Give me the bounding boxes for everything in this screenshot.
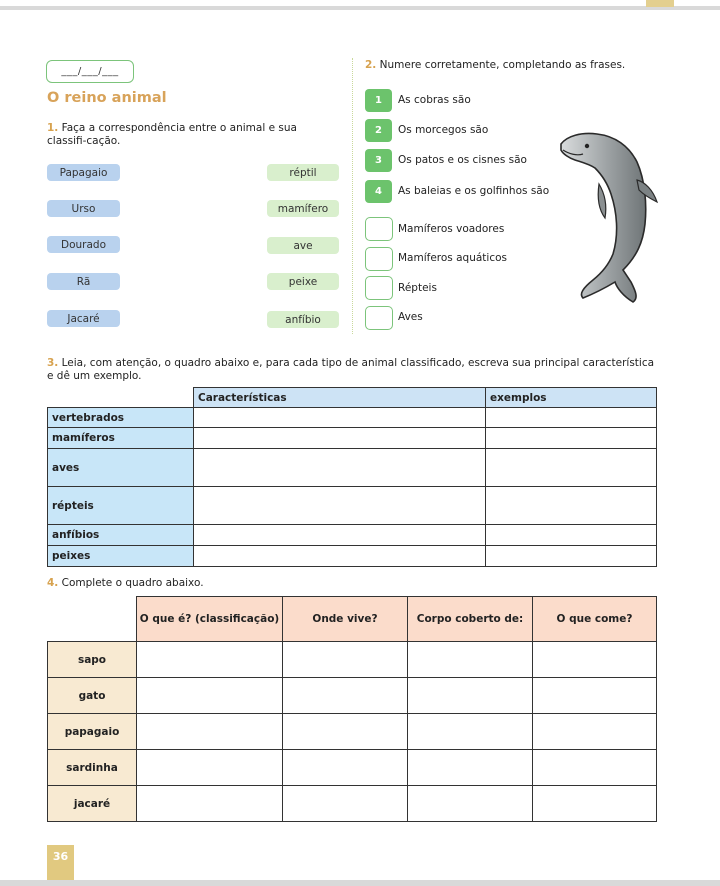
answer-cell[interactable] <box>194 408 486 428</box>
option-4: Aves <box>398 311 423 323</box>
answer-cell[interactable] <box>486 428 657 449</box>
animal-pill-5[interactable]: Jacaré <box>47 310 120 327</box>
answer-cell[interactable] <box>194 487 486 525</box>
answer-cell[interactable] <box>533 642 657 678</box>
sentence-3: Os patos e os cisnes são <box>398 154 527 166</box>
top-rule <box>0 6 720 10</box>
class-pill-4[interactable]: peixe <box>267 273 339 290</box>
date-field[interactable]: ___/___/___ <box>46 60 134 83</box>
answer-cell[interactable] <box>283 786 408 822</box>
animal-pill-2[interactable]: Urso <box>47 200 120 217</box>
table-corner <box>48 388 194 408</box>
answer-cell[interactable] <box>137 750 283 786</box>
answer-cell[interactable] <box>194 546 486 567</box>
answer-cell[interactable] <box>408 642 533 678</box>
answer-box-4[interactable] <box>365 306 393 330</box>
row-label-papagaio: papagaio <box>48 714 137 750</box>
top-tab <box>646 0 674 7</box>
answer-cell[interactable] <box>486 449 657 487</box>
answer-cell[interactable] <box>408 750 533 786</box>
answer-cell[interactable] <box>486 546 657 567</box>
answer-cell[interactable] <box>194 428 486 449</box>
answer-cell[interactable] <box>408 714 533 750</box>
answer-cell[interactable] <box>408 786 533 822</box>
q3-text: Leia, com atenção, o quadro abaixo e, para cada tipo de animal classificado, escreva sua principal característica e dê um exemplo. <box>47 357 655 382</box>
header-characteristics: Características <box>194 388 486 408</box>
row-label-aves: aves <box>48 449 194 487</box>
class-pill-5[interactable]: anfíbio <box>267 311 339 328</box>
sentence-4: As baleias e os golfinhos são <box>398 185 550 197</box>
answer-cell[interactable] <box>137 786 283 822</box>
section-title: O reino animal <box>47 90 167 106</box>
answer-cell[interactable] <box>194 525 486 546</box>
header-examples: exemplos <box>486 388 657 408</box>
column-divider <box>352 58 353 334</box>
q1-text: Faça a correspondência entre o animal e sua classifi-cação. <box>47 122 297 147</box>
bottom-rule <box>0 880 720 886</box>
q2-number: 2. <box>365 59 377 71</box>
answer-cell[interactable] <box>137 642 283 678</box>
page-number: 36 <box>47 845 74 881</box>
animal-pill-1[interactable]: Papagaio <box>47 164 120 181</box>
answer-cell[interactable] <box>486 525 657 546</box>
answer-cell[interactable] <box>283 750 408 786</box>
row-label-vertebrados: vertebrados <box>48 408 194 428</box>
sentence-number-4: 4 <box>365 180 392 203</box>
q2-prompt <box>365 59 665 72</box>
answer-box-2[interactable] <box>365 247 393 271</box>
answer-cell[interactable] <box>194 449 486 487</box>
header-habitat: Onde vive? <box>283 597 408 642</box>
header-diet: O que come? <box>533 597 657 642</box>
class-pill-3[interactable]: ave <box>267 237 339 254</box>
sentence-number-1: 1 <box>365 89 392 112</box>
row-label-sapo: sapo <box>48 642 137 678</box>
q2-text: Numere corretamente, completando as frases. <box>379 59 626 71</box>
answer-cell[interactable] <box>283 714 408 750</box>
answer-cell[interactable] <box>533 786 657 822</box>
answer-cell[interactable] <box>533 750 657 786</box>
row-label-peixes: peixes <box>48 546 194 567</box>
row-label-anfibios: anfíbios <box>48 525 194 546</box>
q4-text: Complete o quadro abaixo. <box>61 577 204 589</box>
animal-pill-3[interactable]: Dourado <box>47 236 120 253</box>
option-3: Répteis <box>398 282 437 294</box>
q1-number: 1. <box>47 122 59 134</box>
option-1: Mamíferos voadores <box>398 223 505 235</box>
animal-table <box>47 596 657 822</box>
answer-cell[interactable] <box>533 678 657 714</box>
answer-cell[interactable] <box>486 487 657 525</box>
row-label-sardinha: sardinha <box>48 750 137 786</box>
row-label-gato: gato <box>48 678 137 714</box>
header-body-covering: Corpo coberto de: <box>408 597 533 642</box>
answer-cell[interactable] <box>137 714 283 750</box>
answer-cell[interactable] <box>486 408 657 428</box>
sentence-1: As cobras são <box>398 94 471 106</box>
row-label-mamiferos: mamíferos <box>48 428 194 449</box>
answer-cell[interactable] <box>533 714 657 750</box>
q4-prompt <box>47 577 447 590</box>
row-label-jacare: jacaré <box>48 786 137 822</box>
answer-cell[interactable] <box>137 678 283 714</box>
sentence-number-3: 3 <box>365 149 392 172</box>
answer-box-1[interactable] <box>365 217 393 241</box>
header-classification: O que é? (classificação) <box>137 597 283 642</box>
q1-prompt <box>47 122 339 148</box>
q3-number: 3. <box>47 357 59 369</box>
answer-cell[interactable] <box>283 678 408 714</box>
sentence-number-2: 2 <box>365 119 392 142</box>
sentence-2: Os morcegos são <box>398 124 489 136</box>
animal-pill-4[interactable]: Rã <box>47 273 120 290</box>
classification-table <box>47 387 657 567</box>
class-pill-1[interactable]: réptil <box>267 164 339 181</box>
answer-cell[interactable] <box>408 678 533 714</box>
dolphin-illustration <box>553 124 658 306</box>
answer-box-3[interactable] <box>365 276 393 300</box>
q4-number: 4. <box>47 577 59 589</box>
option-2: Mamíferos aquáticos <box>398 252 508 264</box>
table-corner <box>48 597 137 642</box>
q3-prompt <box>47 357 659 383</box>
row-label-repteis: répteis <box>48 487 194 525</box>
answer-cell[interactable] <box>283 642 408 678</box>
class-pill-2[interactable]: mamífero <box>267 200 339 217</box>
